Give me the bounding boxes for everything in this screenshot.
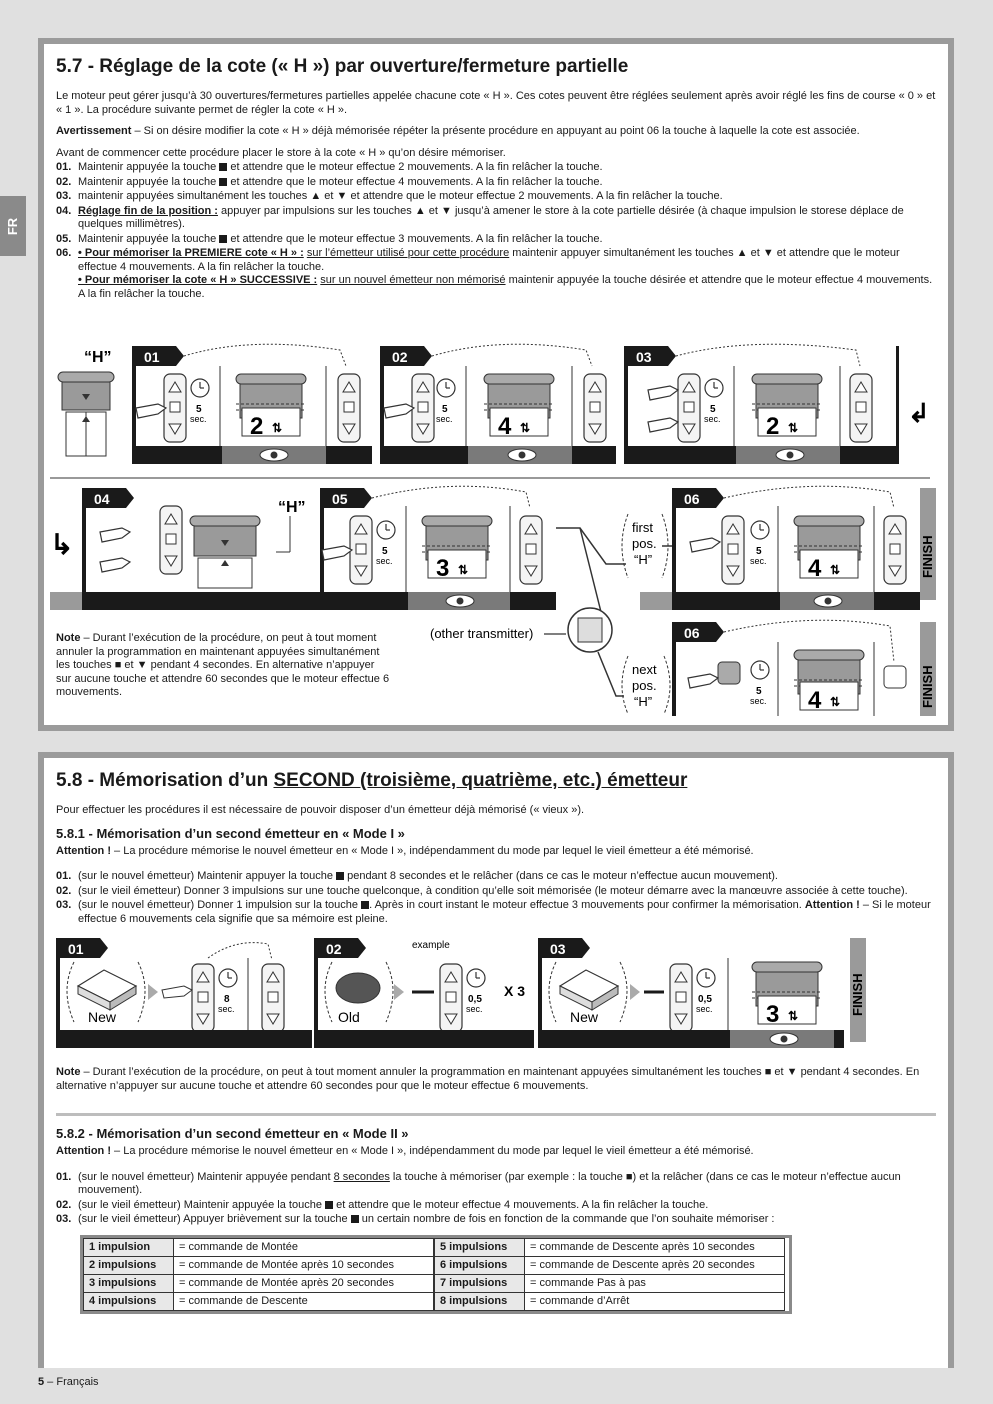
svg-text:⇅: ⇅ [830,695,841,709]
remote-icon [164,374,186,442]
step-02: 02. Maintenir appuyée la touche et attendre que le moteur effectue 4 mouvements. A la fin relâcher la touche. [56,175,603,188]
hand-icon [136,404,166,418]
times-3-label: X 3 [504,983,526,999]
svg-text:sec.: sec. [466,1004,483,1014]
table-row: 4 impulsions = commande de Descente [84,1292,434,1310]
table-row: 2 impulsions = commande de Montée après 10 secondes [84,1256,434,1274]
svg-text:sec.: sec. [376,556,393,566]
svg-text:⇅: ⇅ [458,563,469,577]
step-05: 05. Maintenir appuyée la touche et attendre que le moteur effectue 3 mouvements. A la fin relâcher la touche. [56,232,603,245]
step-01: 01. Maintenir appuyée la touche et attendre que le moteur effectue 2 mouvements. A la fin relâcher la touche. [56,161,603,173]
stop-key-icon [361,901,369,909]
table-row: 6 impulsions = commande de Descente après 20 secondes [435,1256,785,1274]
svg-text:sec.: sec. [696,1004,713,1014]
continue-arrow-icon: ↳ [50,529,74,560]
table-row: 7 impulsions = commande Pas à pas [435,1274,785,1292]
new-transmitter-icon [78,970,136,1010]
svg-text:5: 5 [196,404,202,415]
continue-arrow-icon: ↲ [908,398,930,428]
note-5-8-1: Note – Durant l’exécution de la procédure, on peut à tout moment annuler la programmation en maintenant appuyées simultanément les touches ■ et ▼ pendant 4 secondes. En alternative n’appuyer sur aucune touche et attendre 60 secondes pour que le moteur effectue 6 mouvements. [56,1066,920,1092]
svg-text:5: 5 [710,404,716,415]
svg-text:5: 5 [442,404,448,415]
step-label-04: 04 [94,491,110,507]
svg-text:sec.: sec. [218,1004,235,1014]
clock-icon [219,969,237,987]
svg-text:5: 5 [756,546,762,557]
svg-text:sec.: sec. [436,414,453,424]
svg-text:⇅: ⇅ [272,421,283,435]
step-label-03: 03 [636,349,652,365]
step-03: 03. (sur le vieil émetteur) Appuyer brièvement sur la touche un certain nombre de fois en fonction de la commande que l’on souhaite mémoriser : [56,1213,775,1225]
attention-paragraph: Attention ! – La procédure mémorise le nouvel émetteur en « Mode I », indépendamment du mode par lequel le vieil émetteur a été mémorisé. [56,844,754,857]
h-label: “H” [84,349,112,366]
row-1 [58,344,930,464]
intro-paragraph: Pour effectuer les procédures il est nécessaire de pouvoir disposer d’un émetteur déjà mémorisé (« vieux »). [56,804,585,816]
svg-text:first: first [632,520,653,535]
svg-text:⇅: ⇅ [830,563,841,577]
svg-text:4: 4 [808,555,822,582]
step-label-06: 06 [684,491,700,507]
impulse-table-right [434,1238,785,1311]
svg-text:“H”: “H” [278,499,306,516]
svg-text:sec.: sec. [704,414,721,424]
clock-icon [191,379,209,397]
step-01: 01. (sur le nouvel émetteur) Maintenir appuyée pendant 8 secondes la touche à mémoriser (par exemple : la touche ■) et la relâcher (dans ce cas le moteur n’effectue aucun mouvement). [56,1170,901,1196]
table-row: 5 impulsions = commande de Descente après 10 secondes [435,1238,785,1256]
step-label-01: 01 [144,349,160,365]
svg-text:next: next [632,662,657,677]
step-03: 03. maintenir appuyées simultanément les touches ▲ et ▼ et attendre que le moteur effectue 2 mouvements. A la fin relâcher la touche. [56,190,723,202]
window-blind-icon [190,516,260,588]
svg-text:“H”: “H” [634,552,653,567]
warning-paragraph: Avertissement – Si on désire modifier la cote « H » déjà mémorisée répéter la présente procédure en appuyant au point 06 la touche à laquelle la cote est associée. [56,125,860,137]
step-03: 03. (sur le nouvel émetteur) Donner 1 impulsion sur la touche . Après in court instant le moteur effectue 3 mouvements pour confirmer la mémorisation. Attention ! – Si le moteur effectue 6 mouvements cela signifie que sa mémoire est pleine. [56,899,931,925]
section-5-8 [38,752,954,1368]
step-label-05: 05 [332,491,348,507]
step-06: 06. • Pour mémoriser la PREMIERE cote « H » : sur l’émetteur utilisé pour cette procédure maintenir appuyer simultanément les touches ▲ et ▼ et attendre que le moteur effectue 4 mouvements. A la fin relâcher la touche. • Pour mémoriser la cote « H » SUCCESSIVE : sur un nouvel émetteur non mémorisé maintenir appuyée la touche désirée et attendre que le moteur effectue 4 mouvements. A la fin relâcher la touche. [56,247,933,300]
new-label: New [88,1009,117,1025]
svg-text:pos.: pos. [632,678,657,693]
section-title: 5.8 - Mémorisation d’un SECOND (troisième, quatrième, etc.) émetteur [56,770,688,791]
steps-list-mode2 [56,1171,936,1227]
old-transmitter-icon [336,973,380,1003]
step-04: 04. Réglage fin de la position : appuyer par impulsions sur les touches ▲ et ▼ jusqu’à amener le store à la cote partielle désirée (à chaque impulsion le storese déplace de quelques millimètres). [56,204,904,230]
movement-count: 3 [766,1001,780,1028]
before-paragraph: Avant de commencer cette procédure placer le store à la cote « H » qu’on désire mémoriser. [56,146,506,159]
svg-text:8: 8 [224,994,230,1005]
stop-key-icon [336,872,344,880]
svg-text:4: 4 [808,687,822,714]
stop-key-icon [325,1201,333,1209]
intro-paragraph: Le moteur peut gérer jusqu’à 30 ouvertures/fermetures partielles appelée chacune cote « H ». Ces cotes peuvent être réglées seulement après avoir réglé les fins de course « 0 » et « 1 ». La procédure suivante permet de régler la cote « H ». [56,90,936,116]
table-row: 8 impulsions = commande d’Arrêt [435,1292,785,1310]
eye-icon [260,449,288,461]
svg-text:FINISH: FINISH [920,665,935,708]
svg-text:5: 5 [756,686,762,697]
table-row: 1 impulsion = commande de Montée [84,1238,434,1256]
svg-text:sec.: sec. [750,556,767,566]
step-02: 02. (sur le vieil émetteur) Maintenir appuyée la touche et attendre que le moteur effectue 4 mouvements. A la fin relâcher la touche. [56,1198,709,1211]
old-label: Old [338,1009,360,1025]
language-tab: FR [0,196,26,256]
impulse-table-left [83,1238,434,1311]
step-02: 02. (sur le vieil émetteur) Donner 3 impulsions sur une touche quelconque, à condition qu’elle soit mémorisée (le moteur démarre avec la manœuvre associée à cette touche). [56,884,908,897]
finish-label: FINISH [920,535,935,578]
svg-text:sec.: sec. [190,414,207,424]
svg-text:pos.: pos. [632,536,657,551]
svg-text:3: 3 [436,555,450,582]
procedure-diagram-5-8-1 [56,934,948,1062]
steps-list [56,161,936,301]
svg-text:2: 2 [766,413,780,440]
svg-text:5: 5 [382,546,388,557]
movement-count: 2 [250,413,264,440]
subsection-title-5-8-1: 5.8.1 - Mémorisation d’un second émetteur en « Mode I » [56,825,405,841]
page-footer: 5 – Français [38,1376,99,1388]
svg-text:0,5: 0,5 [698,994,712,1005]
svg-text:06: 06 [684,625,700,641]
divider [56,1113,936,1116]
step-label-02: 02 [392,349,408,365]
step-label-01: 01 [68,941,84,957]
window-blind-icon [58,372,114,456]
other-transmitter-label: (other transmitter) [430,626,534,641]
subsection-title-5-8-2: 5.8.2 - Mémorisation d’un second émetteur en « Mode II » [56,1126,409,1141]
step-label-02: 02 [326,941,342,957]
svg-text:⇅: ⇅ [520,421,531,435]
example-label: example [412,940,450,951]
note-5-7: Note – Durant l’exécution de la procédure, on peut à tout moment annuler la programmation en maintenant appuyées simultanément les touches ■ et ▼ pendant 4 secondes. En alternative n’appuyer sur aucune touche et attendre 60 secondes que le moteur effectue 6 mouvements. [56,632,390,698]
steps-list-mode1 [56,870,936,926]
impulse-table [80,1235,792,1314]
svg-text:“H”: “H” [634,694,653,709]
svg-text:New: New [570,1009,599,1025]
svg-text:4: 4 [498,413,512,440]
svg-text:sec.: sec. [750,696,767,706]
svg-text:⇅: ⇅ [788,1009,799,1023]
attention-paragraph: Attention ! – La procédure mémorise le nouvel émetteur en « Mode I », indépendamment du mode par lequel le vieil émetteur a été mémorisé. [56,1145,754,1157]
section-title: 5.7 - Réglage de la cote (« H ») par ouverture/fermeture partielle [56,56,629,77]
step-label-03: 03 [550,941,566,957]
finish-label: FINISH [850,973,865,1016]
section-5-7 [38,38,954,731]
step-01: 01. (sur le nouvel émetteur) Maintenir appuyer la touche pendant 8 secondes et le relâcher (dans ce cas le moteur n’effectue aucun mouvement). [56,870,778,882]
stop-key-icon [351,1215,359,1223]
table-row: 3 impulsions = commande de Montée après 20 secondes [84,1274,434,1292]
svg-text:0,5: 0,5 [468,994,482,1005]
svg-text:⇅: ⇅ [788,421,799,435]
